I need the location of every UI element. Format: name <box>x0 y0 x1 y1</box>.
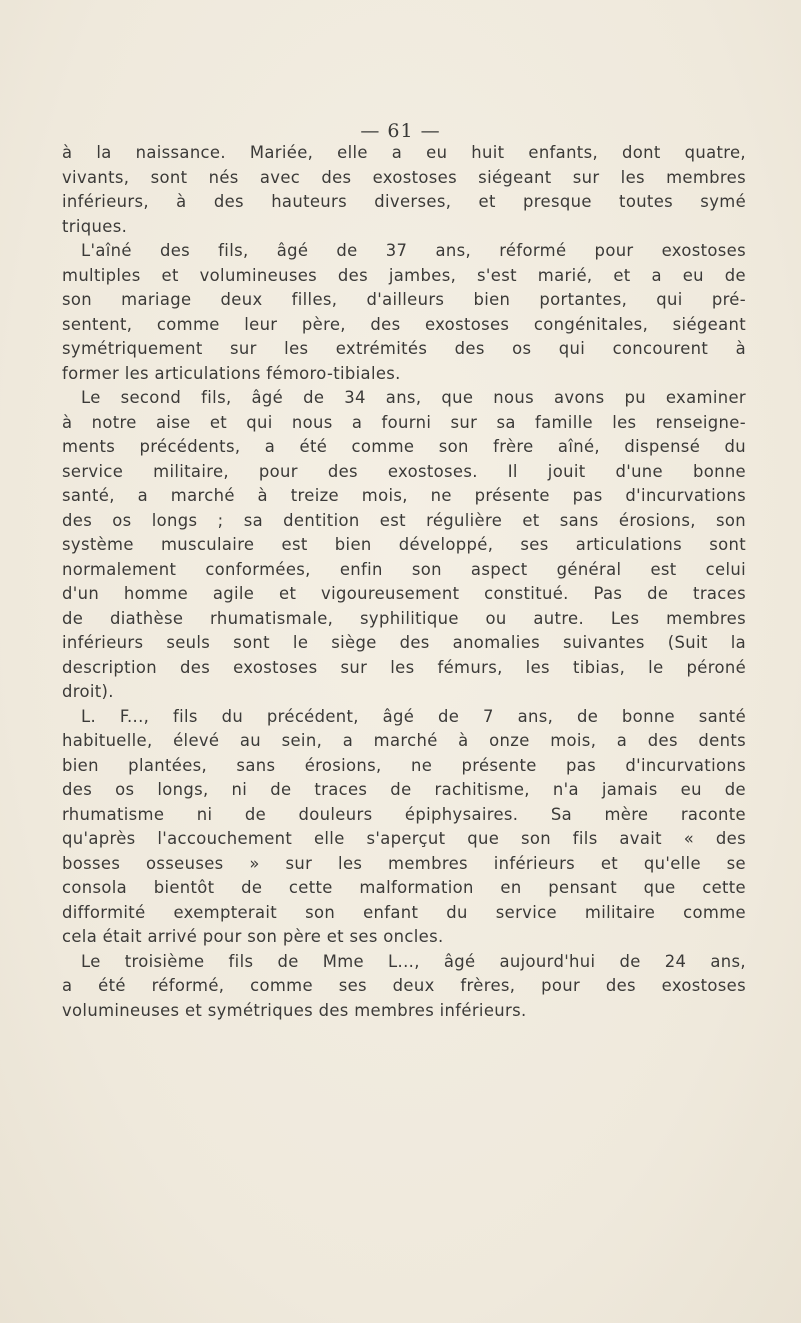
text-line: L. F..., fils du précédent, âgé de 7 ans, de bonne santé <box>81 706 746 726</box>
text-line: cela était arrivé pour son père et ses oncles. <box>62 927 444 946</box>
text-line: inférieurs seuls sont le siège des anomalies suivantes (Suit la <box>62 633 746 652</box>
text-line: des os longs, ni de traces de rachitisme, n'a jamais eu de <box>62 780 746 799</box>
text-line: bosses osseuses » sur les membres inférieurs et qu'elle se <box>62 853 746 873</box>
text-line: d'un homme agile et vigoureusement constitué. Pas de traces <box>62 584 746 603</box>
text-line: système musculaire est bien développé, ses articulations sont <box>62 535 746 554</box>
text-line: a été réformé, comme ses deux frères, pour des exostoses <box>62 976 746 995</box>
text-line: volumineuses et symétriques des membres inférieurs. <box>62 1000 527 1020</box>
text-line: son mariage deux filles, d'ailleurs bien portantes, qui pré- <box>62 290 746 309</box>
text-line: triques. <box>62 216 128 236</box>
text-line: former les articulations fémoro-tibiales. <box>62 363 401 383</box>
text-line: à la naissance. Mariée, elle a eu huit enfants, dont quatre, <box>62 143 746 162</box>
page-number: — 61 — <box>360 120 441 142</box>
text-line: difformité exempterait son enfant du service militaire comme <box>62 902 746 922</box>
text-line: multiples et volumineuses des jambes, s'est marié, et a eu de <box>62 265 746 285</box>
text-line: Le troisième fils de Mme L..., âgé aujourd'hui de 24 ans, <box>81 951 746 971</box>
text-line: santé, a marché à treize mois, ne présente pas d'incurvations <box>62 486 746 505</box>
text-line: normalement conformées, enfin son aspect général est celui <box>62 559 746 579</box>
text-line: description des exostoses sur les fémurs, les tibias, le péroné <box>62 657 746 677</box>
text-line: Le second fils, âgé de 34 ans, que nous avons pu examiner <box>81 388 746 407</box>
text-line: des os longs ; sa dentition est régulière et sans érosions, son <box>62 510 746 530</box>
body-text <box>62 141 746 1023</box>
text-line: inférieurs, à des hauteurs diverses, et presque toutes symé <box>62 192 746 211</box>
text-line: symétriquement sur les extrémités des os qui concourent à <box>62 339 746 358</box>
text-line: qu'après l'accouchement elle s'aperçut que son fils avait « des <box>62 829 746 848</box>
text-line: sentent, comme leur père, des exostoses congénitales, siégeant <box>62 314 746 334</box>
text-line: service militaire, pour des exostoses. Il jouit d'une bonne <box>62 461 746 481</box>
text-line: L'aîné des fils, âgé de 37 ans, réformé pour exostoses <box>81 241 746 260</box>
text-line: à notre aise et qui nous a fourni sur sa famille les renseigne- <box>62 412 746 432</box>
text-line: habituelle, élevé au sein, a marché à onze mois, a des dents <box>62 731 746 750</box>
text-line: de diathèse rhumatismale, syphilitique ou autre. Les membres <box>62 608 746 628</box>
text-line: consola bientôt de cette malformation en pensant que cette <box>62 878 746 897</box>
text-line: vivants, sont nés avec des exostoses siégeant sur les membres <box>62 167 746 187</box>
text-line: droit). <box>62 682 114 701</box>
text-line: ments précédents, a été comme son frère aîné, dispensé du <box>62 437 746 456</box>
text-line: bien plantées, sans érosions, ne présente pas d'incurvations <box>62 755 746 775</box>
text-line: rhumatisme ni de douleurs épiphysaires. Sa mère raconte <box>62 804 746 824</box>
